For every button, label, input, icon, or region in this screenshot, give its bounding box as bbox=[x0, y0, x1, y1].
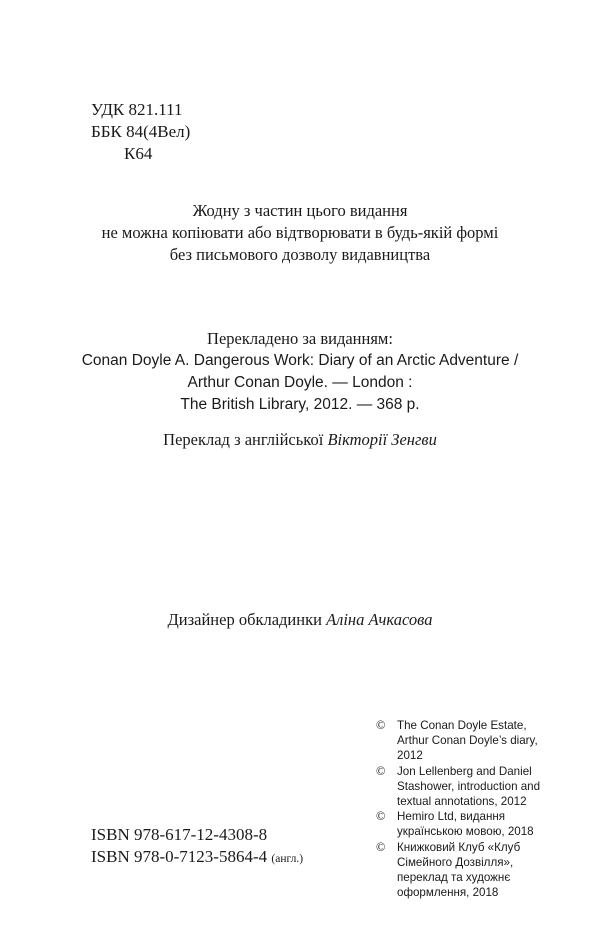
isbn-primary: ISBN 978-617-12-4308-8 bbox=[91, 825, 268, 844]
copyright-symbol: © bbox=[376, 809, 386, 824]
copyright-symbol: © bbox=[376, 718, 386, 732]
original-edition-line: The British Library, 2012. — 368 p. bbox=[180, 396, 420, 413]
isbn-secondary-line bbox=[91, 846, 303, 870]
rights-text: Jon Lellenberg and Daniel Stashower, introduction and textual annotations, 2012 bbox=[397, 764, 541, 809]
rights-text: Hemiro Ltd, видання українською мовою, 2018 bbox=[397, 810, 534, 839]
rights-text: The Conan Doyle Estate, Arthur Conan Doyle’s diary, 2012 bbox=[397, 719, 538, 763]
translator-name: Вікторії Зенгви bbox=[327, 430, 437, 449]
copyright-symbol: © bbox=[376, 763, 386, 778]
original-edition-line: Arthur Conan Doyle. — London : bbox=[187, 374, 413, 391]
classification-codes bbox=[91, 99, 190, 165]
rights-entry bbox=[376, 718, 554, 764]
rights-entry bbox=[376, 840, 554, 901]
udk-code: УДК 821.111 bbox=[91, 100, 183, 119]
copyright-notice-line: без письмового дозволу видавництва bbox=[169, 245, 431, 264]
author-mark: К64 bbox=[124, 144, 153, 163]
original-edition-line: Conan Doyle A. Dangerous Work: Diary of an Arctic Adventure / bbox=[81, 352, 519, 369]
copyright-notice-line: Жодну з частин цього видання bbox=[192, 201, 408, 220]
copyright-notice-line: не можна копіювати або відтворювати в будь-якій формі bbox=[101, 223, 499, 242]
designer-credit bbox=[60, 609, 540, 631]
original-edition-heading: Перекладено за виданням: bbox=[207, 329, 393, 348]
copyright-symbol: © bbox=[376, 839, 386, 854]
isbn-secondary: ISBN 978-0-7123-5864-4 bbox=[91, 847, 272, 866]
rights-entry bbox=[376, 764, 554, 810]
copyright-notice bbox=[60, 200, 540, 266]
translator-credit bbox=[60, 429, 540, 451]
original-edition-info bbox=[60, 328, 540, 416]
rights-block bbox=[376, 718, 554, 900]
rights-entry bbox=[376, 809, 554, 839]
designer-label: Дизайнер обкладинки bbox=[167, 610, 327, 629]
rights-text: Книжковий Клуб «Клуб Сімейного Дозвілля», переклад та художнє оформлення, 2018 bbox=[397, 840, 521, 900]
designer-name: Аліна Ачкасова bbox=[326, 610, 433, 629]
isbn-block bbox=[91, 824, 303, 870]
isbn-secondary-note: (англ.) bbox=[271, 853, 304, 865]
translator-label: Переклад з англійської bbox=[163, 430, 328, 449]
bbk-code: ББК 84(4Вел) bbox=[91, 122, 191, 141]
